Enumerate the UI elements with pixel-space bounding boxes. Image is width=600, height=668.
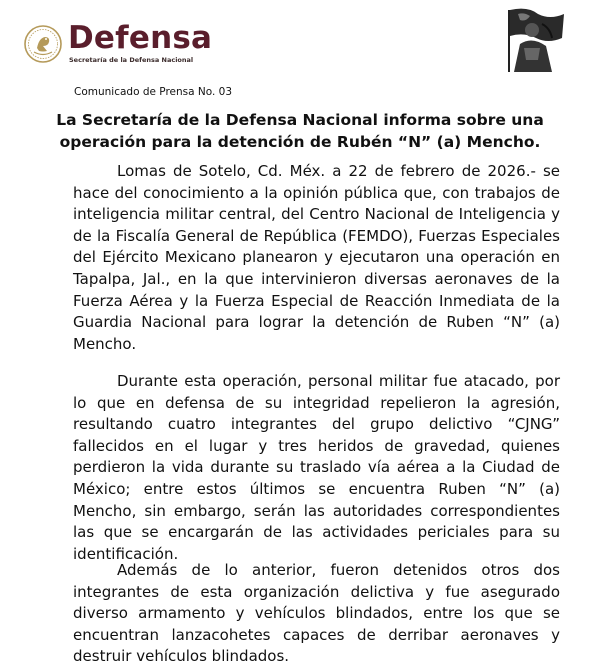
- body-paragraph-3: Además de lo anterior, fueron detenidos otros dos integrantes de esta organización delictiva y fue asegurado diverso armamento y vehículos blindados, entre los que se encuentran lanzacohetes capaces de derribar aeronaves y destruir vehículos blindados.: [73, 561, 560, 666]
- press-release-number: Comunicado de Prensa No. 03: [74, 86, 233, 98]
- brand-name: Defensa: [68, 20, 213, 56]
- document-header: [0, 0, 600, 80]
- soldier-flag-emblem-icon: [494, 4, 568, 74]
- mexican-coat-of-arms-icon: [23, 24, 63, 64]
- body-paragraph-2: Durante esta operación, personal militar fue atacado, por lo que en defensa de su integridad repelieron la agresión, resultando cuatro integrantes del grupo delictivo “CJNG” fallecidos en el lugar y tres heridos de gravedad, quienes perdieron la vida durante su traslado vía aérea a la Ciudad de México; entre estos últimos se encuentra Ruben “N” (a) Mencho, sin embargo, serán las autoridades correspondientes las que se encargarán de las actividades periciales para su identificación.: [73, 372, 560, 563]
- document-title: La Secretaría de la Defensa Nacional informa sobre una operación para la detención de Rubén “N” (a) Mencho.: [56, 111, 544, 151]
- brand-subtitle: Secretaría de la Defensa Nacional: [69, 56, 194, 64]
- body-paragraph-1: Lomas de Sotelo, Cd. Méx. a 22 de febrero de 2026.- se hace del conocimiento a la opinión pública que, con trabajos de inteligencia militar central, del Centro Nacional de Inteligencia y de la Fiscalía General de República (FEMDO), Fuerzas Especiales del Ejército Mexicano planearon y ejecutaron una operación en Tapalpa, Jal., en la que intervinieron diversas aeronaves de la Fuerza Aérea y la Fuerza Especial de Reacción Inmediata de la Guardia Nacional para lograr la detención de Ruben “N” (a) Mencho.: [73, 162, 560, 353]
